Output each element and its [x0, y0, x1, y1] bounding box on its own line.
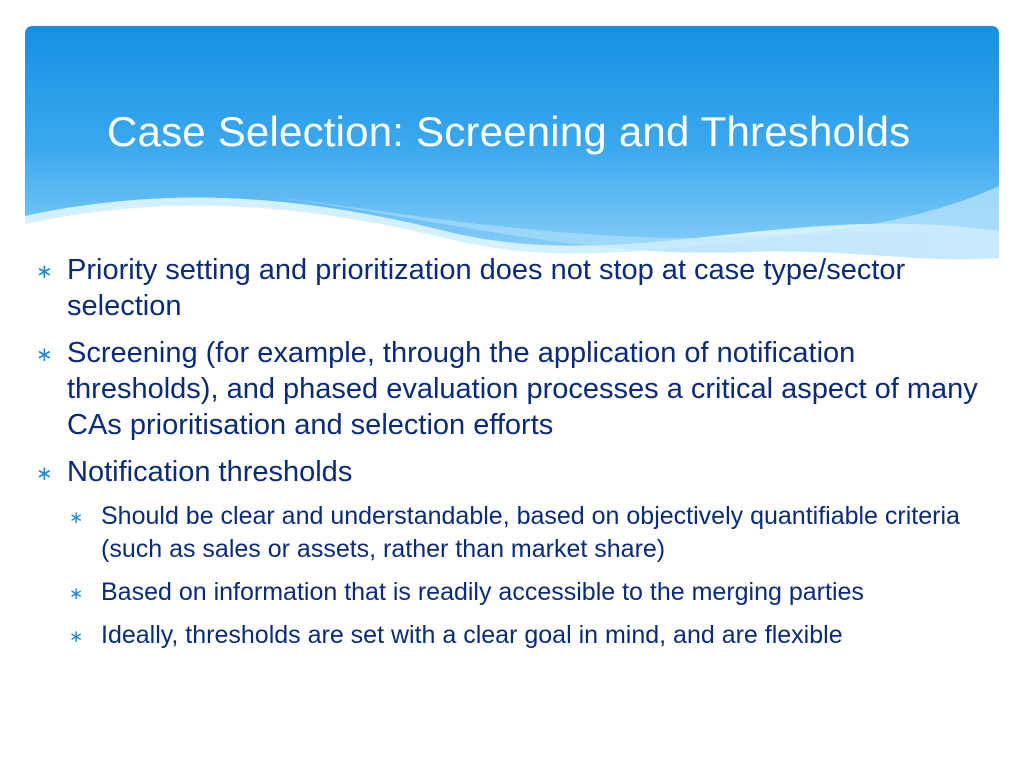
title-banner	[25, 26, 999, 276]
sub-list-item	[0, 576, 1024, 609]
asterisk-bullet-icon: ∗	[36, 463, 53, 485]
list-item	[0, 252, 1024, 324]
bullet-text: Priority setting and prioritization does not stop at case type/sector selection	[67, 254, 906, 322]
sub-bullet-text: Based on information that is readily accessible to the merging parties	[101, 578, 864, 606]
asterisk-bullet-icon: ∗	[36, 344, 53, 366]
sub-list-item	[0, 619, 1024, 652]
bullet-list	[0, 252, 1024, 652]
bullet-text: Notification thresholds	[67, 456, 353, 488]
list-item	[0, 335, 1024, 443]
list-item	[0, 454, 1024, 490]
bullet-text: Screening (for example, through the application of notification thresholds), and phased evaluation processes a critical aspect of many CAs prioritisation and selection efforts	[67, 337, 978, 441]
asterisk-bullet-icon: ∗	[36, 261, 53, 283]
sub-list-item	[0, 500, 1024, 566]
asterisk-bullet-icon: ∗	[69, 584, 84, 603]
asterisk-bullet-icon: ∗	[69, 508, 84, 527]
sub-bullet-text: Should be clear and understandable, based on objectively quantifiable criteria (such as sales or assets, rather than market share)	[101, 502, 960, 563]
sub-bullet-text: Ideally, thresholds are set with a clear goal in mind, and are flexible	[101, 621, 843, 649]
asterisk-bullet-icon: ∗	[69, 627, 84, 646]
slide-title: Case Selection: Screening and Thresholds	[107, 108, 911, 155]
